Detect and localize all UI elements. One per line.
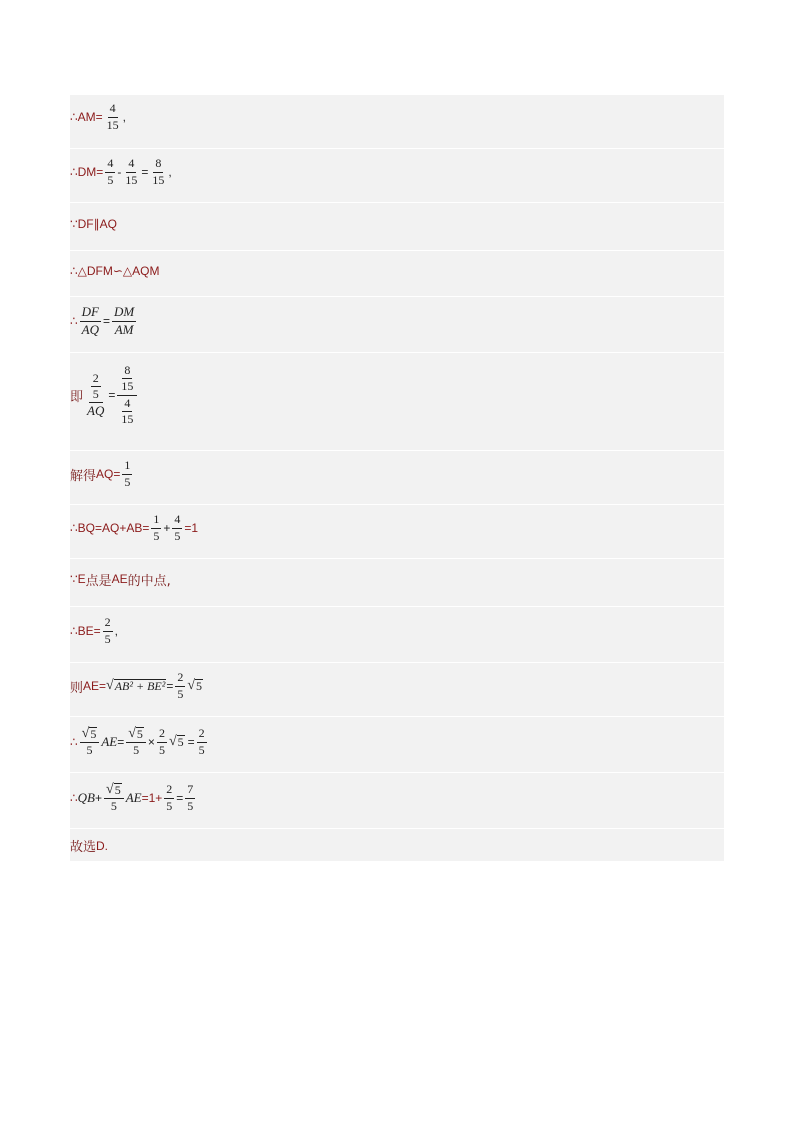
fraction: √ 5 5: [126, 727, 146, 757]
fraction: $\frac{2}{5}$: [158, 726, 165, 757]
fraction: $\frac{2}{5}$: [166, 782, 173, 813]
square-root: √ 5: [128, 726, 143, 741]
solution-panel: [70, 95, 724, 861]
line-parallel: ∵DF∥AQ: [70, 202, 724, 245]
line-answer: 故选 D.: [70, 828, 724, 862]
fraction: $\frac{1}{5}$: [124, 458, 131, 489]
line-result: ∴ QB + √ 5 5 AE =1+ $\frac{2}{5}$ = $\frac{7}{5}$: [70, 772, 724, 823]
fraction: $\frac{DM}{AM}$: [114, 304, 135, 337]
line-similar: ∴△DFM∽△AQM: [70, 250, 724, 291]
fraction: $\frac{4}{15}$: [121, 395, 134, 426]
line-midpoint: ∵E 点是 AE 的中点,: [70, 558, 724, 599]
compound-fraction: [117, 364, 137, 426]
fraction: $\frac{4}{5}$: [174, 512, 181, 543]
fraction: $\frac{7}{5}$: [187, 782, 194, 813]
fraction: $\frac{DF}{AQ}$: [81, 304, 99, 337]
line-dm: ∴DM= $\frac{4}{5}$ - $\frac{4}{15}$ = $\frac{8}{15}$ ,: [70, 148, 724, 195]
line-compute: ∴ √ 5 5 AE = √ 5 5 × $\frac{2}{5}$ √ 5 = $\frac{2}{5}$: [70, 716, 724, 767]
line-substitute: 即 $\frac{\frac{2}{5}}{AQ}$ = $\frac{\frac{8}{15}}{\frac{4}{15}}$: [70, 352, 724, 437]
fraction: $\frac{8}{15}$: [121, 363, 134, 394]
line-solve-aq: 解得 AQ= $\frac{1}{5}$: [70, 450, 724, 497]
fraction: √ 5 5: [104, 783, 124, 813]
square-root: √ 5: [168, 734, 184, 750]
fraction: $\frac{2}{5}$: [177, 670, 184, 701]
fraction: $\frac{4}{15}$: [106, 101, 119, 132]
square-root: √ AB² + BE²: [106, 678, 166, 694]
line-text: ∴AM=: [70, 110, 103, 124]
line-bq: ∴BQ=AQ+AB= $\frac{1}{5}$ + $\frac{4}{5}$ =1: [70, 504, 724, 551]
fraction: $\frac{1}{5}$: [153, 512, 160, 543]
line-am: ∴AM= $\frac{4}{15}$ ,: [70, 101, 126, 132]
line-be: ∴BE= $\frac{2}{5}$ ,: [70, 606, 724, 655]
fraction: √ 5 5: [80, 727, 100, 757]
fraction: $\frac{2}{5}$: [104, 615, 111, 646]
fraction: $\frac{8}{15}$: [152, 156, 165, 187]
fraction: $\frac{2}{5}$: [198, 726, 205, 757]
fraction: $\frac{4}{15}$: [125, 156, 138, 187]
square-root: √ 5: [81, 726, 97, 741]
fraction: $\frac{2}{5}$: [92, 370, 99, 401]
line-ae: 则 AE= √ AB² + BE² = $\frac{2}{5}$ √ 5: [70, 662, 724, 709]
compound-fraction: $\frac{\frac{2}{5}}{AQ}$: [87, 370, 105, 419]
fraction: $\frac{4}{5}$: [107, 156, 114, 187]
square-root: √ 5: [106, 782, 121, 797]
line-ratio: ∴ $\frac{DF}{AQ}$ = $\frac{DM}{AM}$: [70, 296, 724, 345]
square-root: √ 5: [187, 678, 203, 694]
